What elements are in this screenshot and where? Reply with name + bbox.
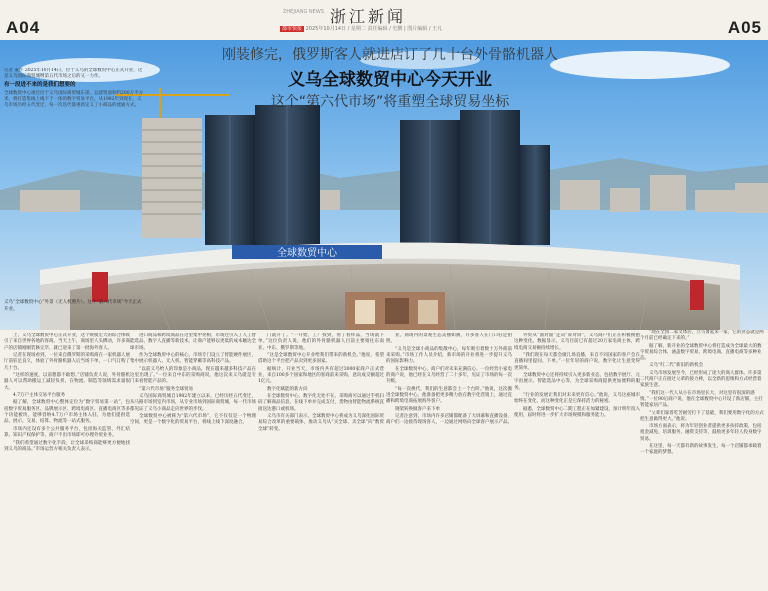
paragraph: “义乌是全球小商品的集散中心，每年吸引着数十万外商前来采购。”市场工作人员介绍，新市场的开业将进一步提升义乌的国际影响力。	[386, 346, 512, 365]
page-number-right: A05	[727, 18, 762, 37]
newspaper-badge: 都市快报	[282, 26, 303, 32]
paragraph: “现在全国二家文体店，立马暑起来一家，它的业态就是两个月前已经确定下来的。”	[640, 330, 764, 342]
article-column-4	[386, 333, 512, 583]
paragraph: 据了解，全球数贸中心整体定位为“数字贸易第一站”，包括数字贸易服务区、品牌展示区、跨境电商区、直播电商区等多个功能板块，能够容纳4.7万户市场主体入驻，为他们提供选品、展示、交易、结算、物流等一站式服务。	[4, 400, 130, 425]
paragraph: “父辈们靠着吃苦耐劳打下了基础，我们要用数字化的方式把生意做得更大。”他说。	[640, 410, 764, 422]
header-strip	[280, 25, 442, 32]
left-subheading: 有一段进不来的是我们想要的	[4, 82, 76, 89]
article-column-1	[4, 333, 130, 583]
paragraph: “每一次换代，我们的生意都会上一个台阶。”他说，这次搬进全球数贸中心，他准备把更多精力放在数字化营销上，通过直播和跨境电商拓展海外客户。	[386, 386, 512, 405]
paragraph: “第六代市场”服务全球贸易	[139, 386, 194, 392]
left-intro-column	[4, 68, 144, 168]
paragraph: “这样的速度，以前想都不敢想。”店铺负责人说，外骨骼机器人可以帮助搬运工减轻负担，在物流、制造等领域需求量很大。	[4, 373, 130, 391]
paragraph: 记者注意到，市场内许多店铺都配备了大屏幕和直播设备，商户们一边接待现场客人，一边通过网络向全球客户展示产品。	[386, 414, 512, 426]
paragraph: 4.7万户主体交易平台服务	[13, 393, 66, 399]
paragraph: “以前义乌给人的印象是小商品，现在越来越多科技产品在这里出现了。”一位来自中东的采购商说，他这次来义乌就是专门来看智能产品的。	[130, 366, 256, 385]
photo-caption: 义乌“全球数贸中心”外景（无人机照片）。这个“第六代市场”今天正式开业。	[4, 300, 142, 312]
paragraph: 钢架转换做客户来下单	[395, 406, 440, 412]
left-body: 全球数贸中心项目位于义乌国际商贸城东部，总建筑面积约200万平方米，将打造集线上线下于一体的数字贸易平台。从1982年到现在，义乌市场历经五代变迁，每一次迭代都重新定义了小商品的流通方式。	[4, 90, 144, 109]
section-pinyin: ZHEJIANG NEWS	[283, 9, 324, 15]
paragraph: 市场内还设有多个公共服务平台，包括海关监管、外汇结算、知识产权保护等，商户不出市场即可办理外贸业务。	[4, 426, 130, 439]
paragraph: 在这里，每一天都有新的故事发生，每一个店铺都承载着一个家庭的梦想。	[640, 444, 762, 456]
paragraph: 义乌“红二代”新旧的新机会	[649, 363, 704, 369]
paragraph: 业。商场内的景观生态美丽如画，许多客人在门口驻足拍照。	[386, 333, 512, 345]
paragraph: “我们这一代人从小在市场里长大，对这里有很深的感情。”一位90后商户说，他在全球数贸中心开设了新店铺，主打智能家居产品。	[640, 390, 763, 409]
paragraph: 据悉，全球数贸中心二期工程正在加紧建设，预计明年投入使用，届时将进一步扩大市场规模和服务能力。	[514, 406, 640, 419]
paragraph: 记者在现场看到，一位来自俄罗斯的采购商在一家机器人展厅前驻足良久，体验了外骨骼机器人后当场下单，一口气订购了几十台。	[4, 353, 130, 371]
paragraph: 义乌市有关部门表示，全球数贸中心将成为义乌深化国际贸易综合改革的重要载体，推动义乌从“买全球、卖全球”向“数贸全球”转变。	[258, 414, 384, 432]
paragraph: 义乌国际商贸城自1982年建立以来，已经历经五代变迁，从马路市场到室内市场，从专业市场到国际商贸城，每一代市场都见证了义乌小商品走向世界的步伐。	[130, 394, 256, 412]
paragraph: 外贸从“面对面”走向“屏对屏”，义乌商户们正在积极拥抱这种变化。数据显示，义乌目前已有超过20万家电商主体，跨境电商交易额持续增长。	[514, 333, 640, 351]
paragraph: 在全球数贸中心，商户们对未来充满信心。一位经营小家电的商户说，他已经在义乌经营了二十多年，见证了市场的每一次升级。	[386, 366, 512, 385]
paragraph: 在全球数贸中心，数字化无处不在。采购商可以通过手机扫码了解商品信息，在线下单并完成支付，货物由智能物流系统直接送达港口或机场。	[258, 394, 384, 412]
article-column-5	[514, 333, 640, 583]
article-subhead: 这个“第六代市场”将重塑全球贸易坐标	[270, 94, 510, 110]
paragraph: 门就开了。“一开始，工厂找到，看了看样品，当场就下单。”这位负责人说，他们的外骨骼机器人目前主要销往东南亚、中东、俄罗斯等地。	[258, 333, 384, 351]
article-column-3	[258, 333, 384, 583]
header-editor-line: 2025年10月14日 / 星期二 责任编辑 / 史鹏 | 图片编辑 / 王凡	[305, 26, 443, 32]
paragraph: “这是全球数贸中心开业给我们带来的新机会。”他说，希望借助这个平台把产品卖到更多国家。	[258, 353, 384, 365]
intro-paragraph: 记者 董宇 2025年10月14日，位于义乌的全球数贸中心正式开业，这是义乌国际商贸城继第五代市场之后的又一力作。	[4, 68, 143, 80]
article-column-2	[130, 333, 256, 583]
paragraph: “我们现在每天都会做几场直播，来自不同国家的客户会在直播间里提问、下单。”一位年轻的商户说，数字化让生意变得更简单。	[514, 353, 640, 371]
paragraph: 作为全球数贸中心的核心，市场专门设立了智能硬件展区，集中展示机器人、无人机、智能穿戴等高科技产品。	[130, 353, 256, 365]
paragraph: 据了解，新开业的全球数贸中心将打造成为全球最大的数字贸易综合体，涵盖数字贸易、跨境电商、直播电商等多种业态。	[640, 343, 762, 362]
article-kicker: 刚装修完，俄罗斯客人就进店订了几十台外骨骼机器人	[222, 47, 558, 63]
paragraph: 数字化赋能的新方向	[267, 386, 308, 392]
paragraph: 进口商品和跨境商品在这里集中亮相，市场还引入了人工智能选品、数字人直播等新技术，让商户能够以更低的成本触达全球市场。	[130, 333, 256, 351]
right-column	[640, 330, 764, 585]
article-title-block	[160, 44, 620, 111]
page-number-left: A04	[6, 18, 41, 37]
page-header	[0, 0, 768, 41]
paragraph: 全球数贸中心还将持续引入更多新业态，包括数字展厅、元宇宙展示、智能选品中心等，为全球采购商提供更加便利的服务。	[514, 373, 640, 391]
paragraph: “行业的发展让我们对未来更有信心。”他说，义乌这座城市始终在变化，而这种变化正是它保持活力的秘密。	[514, 393, 640, 405]
paragraph: “我们希望通过数字化手段，让全球采购商能够更方便地找到义乌的商品。”市场运营方相关负责人表示。	[4, 440, 130, 452]
paragraph: 全球数贸中心被称为“第六代市场”，它不仅仅是一个物理空间，更是一个数字化的贸易平台，将线上线下深度融合。	[130, 414, 256, 426]
mall-sign-text: 全球数贸中心	[277, 248, 337, 259]
paragraph: 义乌市场发展至今，已经形成了庞大的商人群体。许多第二代商户正在接过父辈的接力棒，以全新的思维和方式经营着家族生意。	[640, 370, 762, 389]
paragraph: 市场方面表示，将为年轻创业者提供更多扶持政策，包括租金减免、培训服务、融资支持等，鼓励更多年轻人投身数字贸易。	[640, 424, 762, 442]
paragraph: 上，义乌全球数贸中心正式开业，这个规模宏大的综合体吸引了来自世界各地的客商。当天上午，商场里人头攒动，许多商户的店铺刚刚装修完毕，就已迎来了第一批海外客人。	[4, 333, 130, 351]
article-headline: 义乌全球数贸中心今天开业	[288, 70, 492, 90]
paragraph: 据统计，开业当天，市场内共有超过3000家商户正式营业，来自100多个国家和地区的客商前来采购，意向成交额超过1亿元。	[258, 366, 384, 385]
section-title: 浙江新闻	[330, 7, 407, 26]
